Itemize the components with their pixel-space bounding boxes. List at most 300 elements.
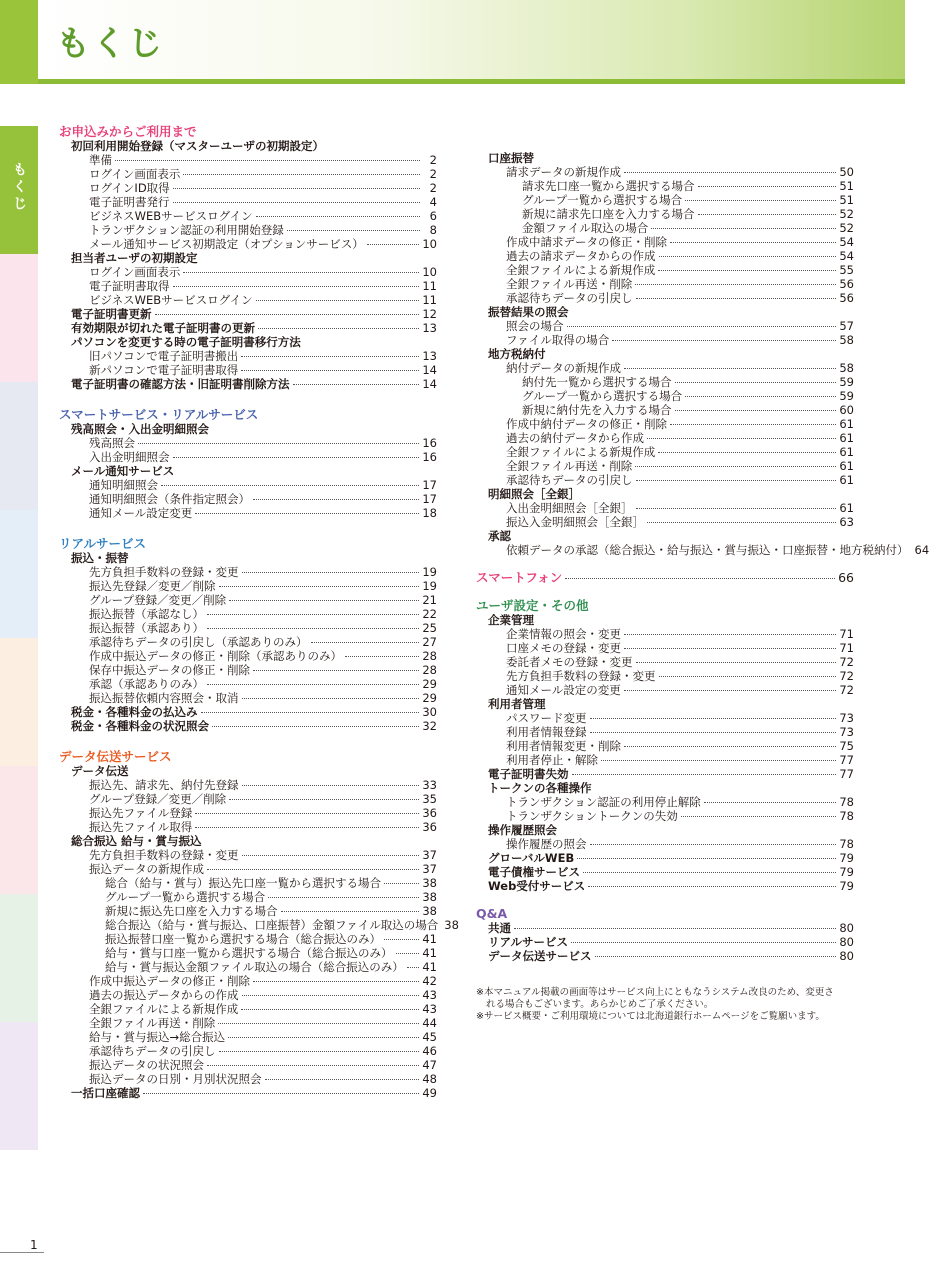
leader-dots: [675, 410, 837, 411]
toc-entry-page: 56: [839, 291, 854, 305]
toc-entry[interactable]: [59, 691, 437, 705]
leader-dots: [219, 586, 420, 587]
toc-entry[interactable]: [59, 719, 437, 733]
toc-entry[interactable]: [476, 851, 854, 865]
side-tab-section-7[interactable]: [0, 1022, 38, 1150]
toc-entry[interactable]: [476, 865, 854, 879]
toc-entry-page: 73: [839, 725, 854, 739]
toc-subheading: [59, 834, 437, 848]
leader-dots: [229, 799, 419, 800]
toc-entry[interactable]: [476, 249, 854, 263]
toc-entry[interactable]: [59, 621, 437, 635]
leader-dots: [624, 648, 836, 649]
toc-subheading-label: 担当者ユーザの初期設定: [71, 251, 198, 265]
toc-subheading-label: 振込・振替: [71, 551, 129, 565]
leader-dots: [624, 368, 836, 369]
toc-entry[interactable]: [59, 167, 437, 181]
toc-entry[interactable]: [476, 333, 854, 347]
side-tab-section-5[interactable]: [0, 766, 38, 894]
side-tab-section-4[interactable]: [0, 638, 38, 766]
leader-dots: [293, 384, 420, 385]
toc-entry-label: 新規に納付先を入力する場合: [522, 403, 672, 417]
toc-entry-label: 全銀ファイル再送・削除: [506, 277, 633, 291]
toc-entry[interactable]: [59, 848, 437, 862]
toc-entry-page: 80: [839, 949, 854, 963]
toc-entry-label: 振込振替（承認なし）: [89, 607, 204, 621]
toc-entry-page: 72: [839, 683, 854, 697]
toc-entry-label: 全銀ファイルによる新規作成: [506, 445, 656, 459]
toc-entry-label: 請求先口座一覧から選択する場合: [522, 179, 695, 193]
toc-entry[interactable]: [476, 949, 854, 963]
toc-entry-page: 29: [422, 677, 437, 691]
toc-entry-page: 17: [422, 478, 437, 492]
toc-entry-page: 61: [839, 417, 854, 431]
toc-subheading: [476, 347, 854, 361]
toc-entry[interactable]: [476, 879, 854, 893]
toc-entry[interactable]: [59, 153, 437, 167]
toc-entry-page: 2: [429, 167, 437, 181]
toc-subheading-label: 総合振込 給与・賞与振込: [71, 834, 202, 848]
toc-entry-label: リアルサービス: [488, 935, 569, 949]
leader-dots: [635, 284, 836, 285]
toc-entry-label: 請求データの新規作成: [506, 165, 621, 179]
toc-entry[interactable]: [476, 403, 854, 417]
toc-entry[interactable]: [59, 195, 437, 209]
toc-subheading: [476, 305, 854, 319]
leader-dots: [241, 370, 419, 371]
toc-entry[interactable]: [59, 223, 437, 237]
toc-entry-label: 過去の請求データからの作成: [506, 249, 656, 263]
toc-list: [476, 613, 854, 893]
toc-entry-label: 共通: [488, 921, 511, 935]
toc-entry-label: トランザクション認証の利用停止解除: [506, 795, 701, 809]
toc-entry-smartphone[interactable]: スマートフォン 66: [476, 570, 854, 585]
toc-entry[interactable]: [476, 179, 854, 193]
toc-entry-page: 16: [422, 436, 437, 450]
leader-dots: [624, 634, 836, 635]
toc-subheading: [476, 781, 854, 795]
toc-entry-label: 電子証明書更新: [71, 307, 152, 321]
toc-entry-page: 38: [422, 904, 437, 918]
toc-entry-label: 税金・各種料金の状況照会: [71, 719, 209, 733]
toc-entry-label: 承認待ちデータの引戻し: [506, 291, 633, 305]
toc-entry-label: 振込先ファイル取得: [89, 820, 193, 834]
leader-dots: [651, 228, 836, 229]
leader-dots: [241, 1009, 419, 1010]
toc-entry[interactable]: [476, 459, 854, 473]
leader-dots: [685, 200, 836, 201]
toc-entry[interactable]: [59, 946, 437, 960]
toc-entry[interactable]: [59, 1016, 437, 1030]
toc-entry-label: 利用者情報登録: [506, 725, 587, 739]
side-tab-contents[interactable]: [0, 126, 38, 254]
toc-entry-page: 78: [839, 809, 854, 823]
toc-entry-page: 14: [422, 363, 437, 377]
leader-dots: [636, 480, 837, 481]
toc-entry[interactable]: [59, 876, 437, 890]
toc-entry[interactable]: [59, 890, 437, 904]
toc-entry[interactable]: [59, 377, 437, 391]
toc-entry[interactable]: [59, 649, 437, 663]
toc-entry[interactable]: [59, 778, 437, 792]
leader-dots: [218, 1023, 419, 1024]
toc-entry-label: 通知メール設定の変更: [506, 683, 621, 697]
toc-entry[interactable]: [59, 209, 437, 223]
toc-entry-label: 電子証明書失効: [488, 767, 569, 781]
leader-dots: [624, 172, 836, 173]
side-tab-section-6[interactable]: [0, 894, 38, 1022]
toc-entry-page: 46: [422, 1044, 437, 1058]
toc-entry-label: 過去の納付データから作成: [506, 431, 644, 445]
toc-entry-page: 19: [422, 565, 437, 579]
toc-entry[interactable]: [59, 307, 437, 321]
toc-entry-page: 52: [839, 221, 854, 235]
leader-dots: [256, 216, 420, 217]
toc-entry[interactable]: [59, 932, 437, 946]
toc-entry-page: 64: [914, 543, 929, 557]
toc-entry-page: 49: [422, 1086, 437, 1100]
toc-entry-label: 委託者メモの登録・変更: [506, 655, 633, 669]
toc-entry-label: データ伝送サービス: [488, 949, 592, 963]
toc-entry[interactable]: [59, 1044, 437, 1058]
leader-dots: [173, 188, 420, 189]
leader-dots: [195, 813, 419, 814]
leader-dots: [636, 508, 837, 509]
toc-subheading: [59, 464, 437, 478]
toc-entry[interactable]: [476, 291, 854, 305]
toc-entry-label: 振込振替（承認あり）: [89, 621, 204, 635]
footnote-line: れる場合もございます。あらかじめご了承ください。: [486, 999, 714, 1010]
toc-entry-page: 22: [422, 607, 437, 621]
toc-entry-page: 41: [422, 960, 437, 974]
leader-dots: [595, 956, 837, 957]
leader-dots: [396, 953, 420, 954]
toc-entry-page: 28: [422, 663, 437, 677]
toc-entry[interactable]: [59, 635, 437, 649]
toc-entry-label: 照会の場合: [506, 319, 564, 333]
toc-entry[interactable]: [476, 711, 854, 725]
toc-entry[interactable]: [476, 627, 854, 641]
toc-entry-page: 27: [422, 635, 437, 649]
toc-entry-label: 一括口座確認: [71, 1086, 140, 1100]
toc-entry[interactable]: [59, 1058, 437, 1072]
toc-entry[interactable]: [59, 792, 437, 806]
toc-entry-page: 78: [839, 795, 854, 809]
header-accent-block: [0, 0, 38, 84]
toc-entry[interactable]: [59, 436, 437, 450]
leader-dots: [685, 396, 836, 397]
toc-subheading-label: 明細照会［全銀］: [488, 487, 580, 501]
toc-entry[interactable]: [59, 450, 437, 464]
toc-entry[interactable]: [59, 820, 437, 834]
leader-dots: [281, 911, 420, 912]
leader-dots: [183, 174, 420, 175]
leader-dots: [590, 732, 837, 733]
toc-entry-page: 30: [422, 705, 437, 719]
toc-subheading-label: データ伝送: [71, 764, 129, 778]
leader-dots: [207, 628, 419, 629]
toc-entry-label: 承認待ちデータの引戻し: [89, 1044, 216, 1058]
toc-entry-page: 42: [422, 974, 437, 988]
toc-entry-label: 先方負担手数料の登録・変更: [506, 669, 656, 683]
toc-entry[interactable]: [476, 935, 854, 949]
toc-entry[interactable]: [59, 506, 437, 520]
leader-dots: [590, 844, 837, 845]
toc-entry-label: 給与・賞与口座一覧から選択する場合（総合振込のみ）: [105, 946, 393, 960]
toc-entry-page: 58: [839, 333, 854, 347]
toc-entry[interactable]: [476, 669, 854, 683]
leader-dots: [195, 513, 419, 514]
toc-entry-page: 57: [839, 319, 854, 333]
section-heading: スマートサービス・リアルサービス: [59, 407, 259, 422]
toc-entry[interactable]: [59, 974, 437, 988]
toc-entry[interactable]: [476, 837, 854, 851]
toc-entry-page: 2: [429, 153, 437, 167]
toc-entry-label: 有効期限が切れた電子証明書の更新: [71, 321, 255, 335]
toc-entry[interactable]: [476, 193, 854, 207]
toc-entry-label: 通知明細照会（条件指定照会）: [89, 492, 250, 506]
toc-entry-label: 利用者情報変更・削除: [506, 739, 621, 753]
leader-dots: [287, 230, 420, 231]
toc-entry-label: 税金・各種料金の払込み: [71, 705, 198, 719]
toc-entry[interactable]: [476, 417, 854, 431]
toc-entry[interactable]: [59, 181, 437, 195]
toc-entry[interactable]: [59, 705, 437, 719]
toc-entry[interactable]: [476, 319, 854, 333]
toc-entry-label: グローバルWEB: [488, 851, 575, 865]
toc-entry[interactable]: [476, 473, 854, 487]
toc-entry-label: グループ一覧から選択する場合: [522, 389, 683, 403]
toc-entry-label: 振込振替依頼内容照会・取消: [89, 691, 239, 705]
side-tab-section-3[interactable]: [0, 510, 38, 638]
toc-entry-page: 79: [839, 865, 854, 879]
toc-entry[interactable]: [59, 988, 437, 1002]
toc-entry[interactable]: [59, 607, 437, 621]
toc-entry-page: 10: [422, 265, 437, 279]
toc-entry[interactable]: [476, 263, 854, 277]
toc-entry[interactable]: [59, 279, 437, 293]
toc-subheading: [476, 823, 854, 837]
toc-entry[interactable]: [59, 1086, 437, 1100]
leader-dots: [612, 340, 836, 341]
toc-entry[interactable]: [476, 725, 854, 739]
toc-entry-page: 47: [422, 1058, 437, 1072]
toc-entry-label: 全銀ファイルによる新規作成: [89, 1002, 239, 1016]
toc-entry-page: 61: [839, 501, 854, 515]
toc-entry-page: 25: [422, 621, 437, 635]
toc-entry-page: 2: [429, 181, 437, 195]
leader-dots: [207, 684, 419, 685]
leader-dots: [265, 1079, 420, 1080]
toc-entry[interactable]: [59, 663, 437, 677]
side-tab-section-1[interactable]: [0, 254, 38, 382]
toc-entry-label: 作成中納付データの修正・削除: [506, 417, 667, 431]
toc-subheading: [476, 487, 854, 501]
toc-entry[interactable]: [476, 767, 854, 781]
toc-entry[interactable]: [476, 739, 854, 753]
toc-entry[interactable]: [476, 795, 854, 809]
toc-entry[interactable]: [59, 918, 459, 932]
toc-entry-label: グループ一覧から選択する場合: [105, 890, 266, 904]
toc-entry[interactable]: [59, 806, 437, 820]
toc-entry-label: 振込データの状況照会: [89, 1058, 204, 1072]
toc-entry-label: メール通知サービス初期設定（オプションサービス）: [89, 237, 364, 251]
toc-entry[interactable]: [476, 683, 854, 697]
toc-subheading: [59, 335, 437, 349]
leader-dots: [704, 802, 837, 803]
toc-entry[interactable]: [476, 431, 854, 445]
page-header: [0, 0, 905, 84]
toc-entry-label: 給与・賞与振込金額ファイル取込の場合（総合振込のみ）: [105, 960, 404, 974]
toc-entry-page: 21: [422, 593, 437, 607]
toc-entry-page: 61: [839, 445, 854, 459]
toc-entry-page: 37: [422, 862, 437, 876]
toc-entry-page: 63: [839, 515, 854, 529]
toc-entry[interactable]: [59, 478, 437, 492]
toc-entry-page: 36: [422, 820, 437, 834]
toc-entry[interactable]: [59, 565, 437, 579]
toc-entry-label: 作成中振込データの修正・削除（承認ありのみ）: [89, 649, 342, 663]
toc-entry-label: 電子債権サービス: [488, 865, 580, 879]
leader-dots: [647, 522, 836, 523]
toc-entry-page: 14: [422, 377, 437, 391]
footnote-line: ※本マニュアル掲載の画面等はサービス向上にともなうシステム改良のため、変更さ: [476, 987, 834, 998]
toc-entry[interactable]: [59, 904, 437, 918]
toc-list: [476, 151, 929, 557]
leader-dots: [624, 746, 836, 747]
toc-entry-page: 80: [839, 935, 854, 949]
toc-entry[interactable]: [476, 515, 854, 529]
toc-entry[interactable]: [476, 501, 854, 515]
toc-entry[interactable]: [476, 655, 854, 669]
leader-dots: [258, 328, 419, 329]
toc-entry[interactable]: [59, 349, 437, 363]
toc-entry[interactable]: [59, 579, 437, 593]
toc-entry-label: 承認（承認ありのみ）: [89, 677, 204, 691]
leader-dots: [195, 827, 419, 828]
toc-entry[interactable]: [476, 375, 854, 389]
toc-entry-label: 新規に振込先口座を入力する場合: [105, 904, 278, 918]
toc-entry-page: 43: [422, 1002, 437, 1016]
toc-entry[interactable]: [476, 277, 854, 291]
toc-entry[interactable]: [476, 921, 854, 935]
leader-dots: [670, 424, 836, 425]
leader-dots: [228, 1037, 419, 1038]
toc-entry[interactable]: [59, 1072, 437, 1086]
toc-entry-label: 先方負担手数料の登録・変更: [89, 848, 239, 862]
toc-entry-page: 56: [839, 277, 854, 291]
toc-subheading-label: パソコンを変更する時の電子証明書移行方法: [71, 335, 301, 349]
toc-entry-label: 通知明細照会: [89, 478, 158, 492]
toc-entry-label: ログイン画面表示: [89, 265, 181, 279]
toc-entry[interactable]: [59, 677, 437, 691]
toc-entry-label: 全銀ファイル再送・削除: [89, 1016, 216, 1030]
toc-entry-label: 電子証明書取得: [89, 279, 170, 293]
leader-dots: [207, 869, 419, 870]
toc-entry-label: 振込入金明細照会［全銀］: [506, 515, 644, 529]
toc-entry[interactable]: [59, 363, 437, 377]
toc-entry-label: 電子証明書発行: [89, 195, 170, 209]
toc-subheading: [59, 422, 437, 436]
toc-entry[interactable]: [59, 1002, 437, 1016]
toc-entry-page: 80: [839, 921, 854, 935]
side-tab-section-2[interactable]: [0, 382, 38, 510]
toc-entry-page: 11: [422, 293, 437, 307]
toc-subheading-label: メール通知サービス: [71, 464, 175, 478]
section-heading: データ伝送サービス: [59, 749, 172, 764]
toc-entry[interactable]: [476, 753, 854, 767]
toc-entry-page: 52: [839, 207, 854, 221]
toc-subheading-label: 利用者管理: [488, 697, 546, 711]
toc-entry[interactable]: [59, 237, 437, 251]
toc-right-column: [476, 151, 929, 963]
leader-dots: [138, 443, 419, 444]
toc-entry-page: 77: [839, 767, 854, 781]
leader-dots: [242, 698, 420, 699]
toc-entry-page: 29: [422, 691, 437, 705]
toc-entry-page: 10: [422, 237, 437, 251]
leader-dots: [212, 726, 419, 727]
toc-entry[interactable]: [476, 641, 854, 655]
footnotes: [476, 987, 861, 1023]
toc-entry-label: 新規に請求先口座を入力する場合: [522, 207, 695, 221]
toc-entry[interactable]: [59, 593, 437, 607]
toc-entry[interactable]: [59, 492, 437, 506]
toc-entry-label: 保存中振込データの修正・削除: [89, 663, 250, 677]
toc-entry-page: 54: [839, 235, 854, 249]
footnote-line: ※サービス概要・ご利用環境については北海道銀行ホームページをご覧願います。: [476, 1011, 825, 1022]
toc-entry[interactable]: [59, 265, 437, 279]
leader-dots: [183, 272, 419, 273]
toc-entry-label: トランザクショントークンの失効: [506, 809, 678, 823]
toc-entry-page: 16: [422, 450, 437, 464]
toc-entry[interactable]: [476, 235, 854, 249]
header-underline: [38, 79, 905, 84]
toc-entry-label: 振込先ファイル登録: [89, 806, 193, 820]
leader-dots: [253, 981, 419, 982]
leader-dots: [384, 883, 419, 884]
toc-entry-label: 準備: [89, 153, 112, 167]
toc-list: [59, 139, 437, 391]
toc-entry[interactable]: [476, 165, 854, 179]
toc-entry[interactable]: [59, 862, 437, 876]
toc-entry[interactable]: [59, 960, 437, 974]
toc-entry[interactable]: [476, 543, 929, 557]
leader-dots: [115, 160, 420, 161]
toc-entry[interactable]: [476, 445, 854, 459]
toc-entry-label: 口座メモの登録・変更: [506, 641, 621, 655]
toc-entry[interactable]: [59, 321, 437, 335]
leader-dots: [407, 967, 420, 968]
toc-entry[interactable]: [476, 361, 854, 375]
toc-entry[interactable]: [476, 221, 854, 235]
toc-list: [59, 551, 437, 733]
toc-entry[interactable]: [59, 293, 437, 307]
leader-dots: [658, 270, 836, 271]
toc-entry-label: 過去の振込データからの作成: [89, 988, 239, 1002]
toc-entry-page: 59: [839, 375, 854, 389]
toc-entry-page: 13: [422, 349, 437, 363]
leader-dots: [384, 939, 419, 940]
toc-entry[interactable]: [476, 207, 854, 221]
toc-entry[interactable]: [476, 809, 854, 823]
leader-dots: [514, 928, 836, 929]
leader-dots: [345, 656, 419, 657]
toc-entry[interactable]: [476, 389, 854, 403]
leader-dots: [207, 1065, 419, 1066]
toc-entry[interactable]: [59, 1030, 437, 1044]
toc-subheading: [476, 151, 854, 165]
